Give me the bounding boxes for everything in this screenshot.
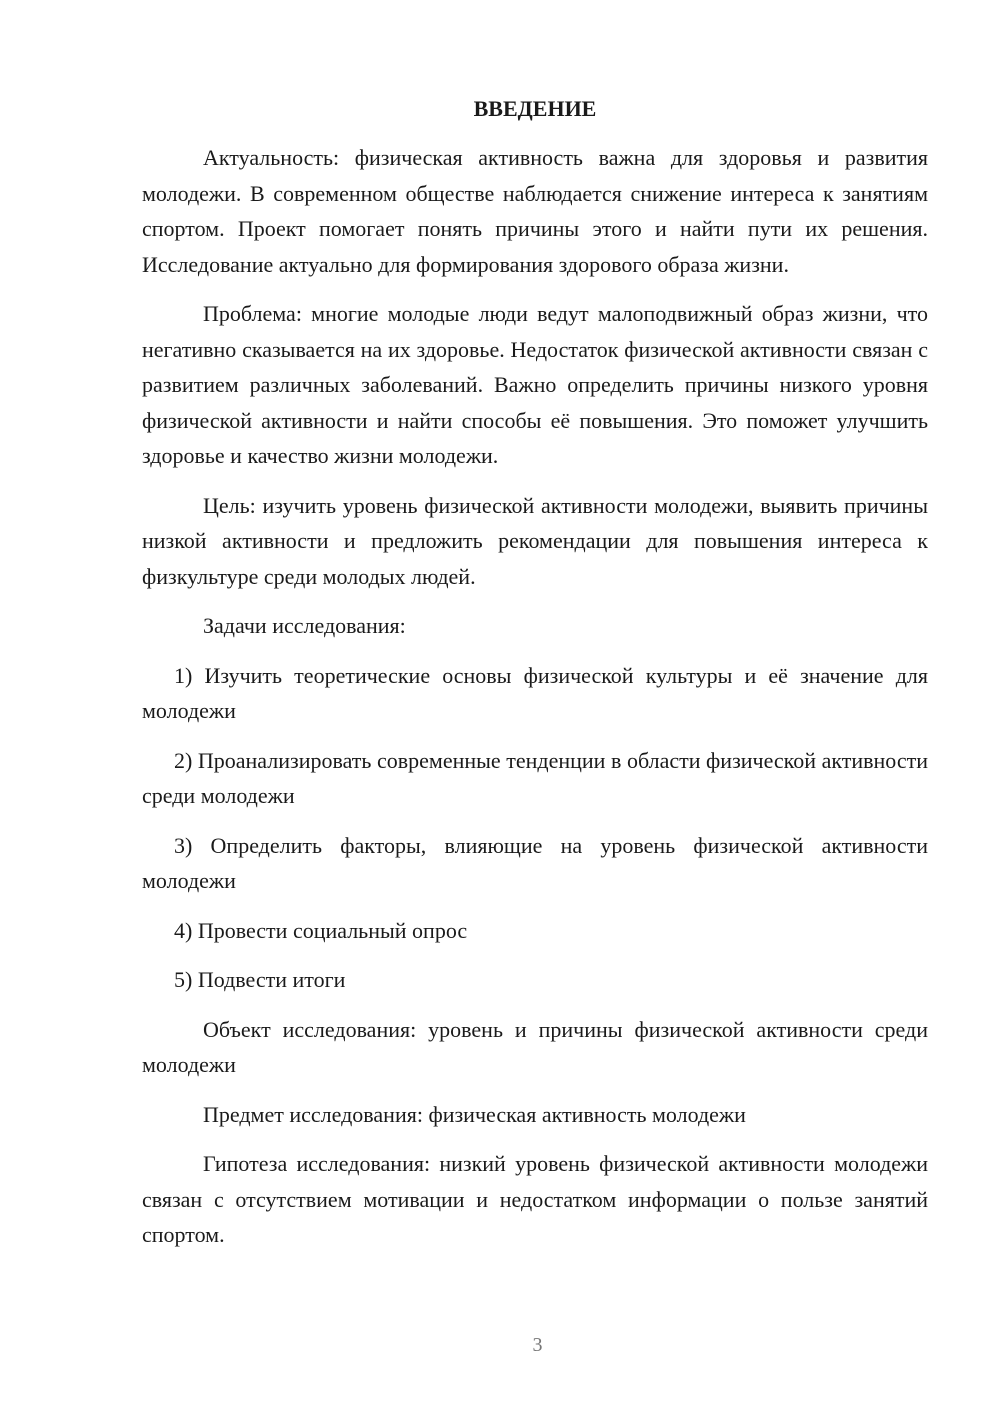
paragraph-object: Объект исследования: уровень и причины физической активности среди молодежи xyxy=(142,1016,928,1077)
paragraph-hypothesis: Гипотеза исследования: низкий уровень физической активности молодежи связан с отсутствием мотивации и недостатком информации о пользе занятий спортом. xyxy=(142,1151,928,1247)
task-item-4: 4) Провести социальный опрос xyxy=(174,917,468,943)
tasks-heading: Задачи исследования: xyxy=(203,613,406,638)
task-item-1: 1) Изучить теоретические основы физической культуры и её значение для молодежи xyxy=(142,662,928,723)
paragraph-relevance: Актуальность: физическая активность важна для здоровья и развития молодежи. В современном обществе наблюдается снижение интереса к занятиям спортом. Проект помогает понять причины этого и найти пути их решения. Исследование актуально для формирования здорового образа жизни. xyxy=(142,145,928,277)
document-page xyxy=(142,92,928,1253)
task-item-3: 3) Определить факторы, влияющие на уровень физической активности молодежи xyxy=(142,832,928,893)
paragraph-problem: Проблема: многие молодые люди ведут малоподвижный образ жизни, что негативно сказывается на их здоровье. Недостаток физической активности связан с развитием различных заболеваний. Важно определить причины низкого уровня физической активности и найти способы её повышения. Это поможет улучшить здоровье и качество жизни молодежи. xyxy=(142,301,928,468)
page-number: 3 xyxy=(532,1334,543,1356)
task-item-5: 5) Подвести итоги xyxy=(174,967,346,992)
section-heading: ВВЕДЕНИЕ xyxy=(473,96,597,121)
paragraph-subject: Предмет исследования: физическая активность молодежи xyxy=(203,1101,746,1127)
task-item-2: 2) Проанализировать современные тенденции в области физической активности среди молодежи xyxy=(142,747,928,808)
paragraph-goal: Цель: изучить уровень физической активности молодежи, выявить причины низкой активности и предложить рекомендации для повышения интереса к физкультуре среди молодых людей. xyxy=(142,492,928,589)
